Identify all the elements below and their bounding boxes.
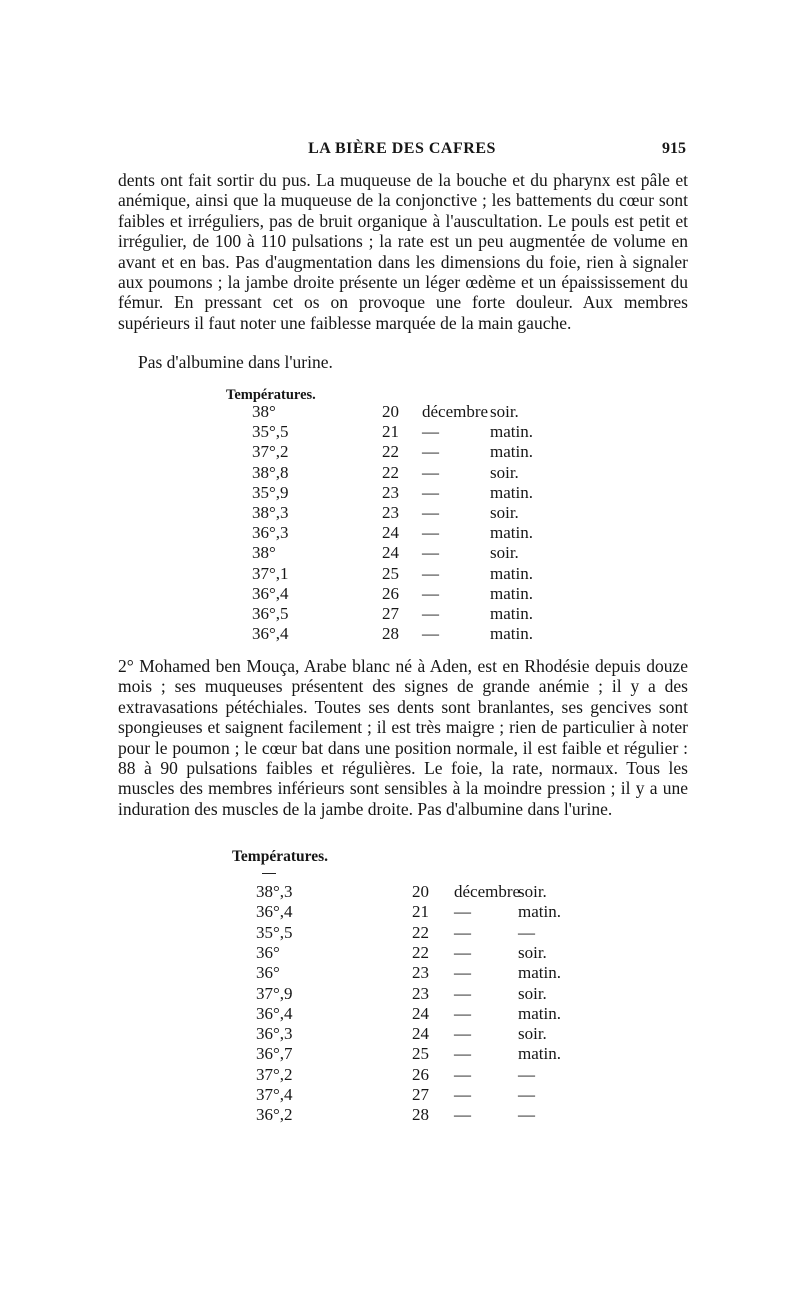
period-cell: —: [518, 1064, 535, 1084]
temperature-table-2: [256, 882, 576, 1132]
day-cell: 20: [382, 402, 399, 421]
temperature-cell: 36°,4: [256, 1003, 293, 1023]
day-cell: 24: [382, 543, 399, 563]
day-cell: 28: [412, 1105, 429, 1125]
temperature-cell: 37°,1: [252, 563, 289, 583]
temperature-cell: 36°,5: [252, 604, 289, 623]
page-number: 915: [662, 140, 686, 157]
period-cell: soir.: [518, 983, 547, 1003]
day-cell: 26: [382, 583, 399, 603]
temperature-cell: 36°,3: [256, 1024, 293, 1044]
temperature-cell: 37°,9: [256, 983, 293, 1003]
month-cell: —: [422, 503, 439, 522]
month-cell: —: [422, 462, 439, 482]
month-cell: —: [454, 1064, 471, 1084]
day-cell: 26: [412, 1064, 429, 1084]
temperature-cell: 36°,4: [256, 902, 293, 922]
day-cell: 25: [412, 1044, 429, 1064]
month-cell: —: [422, 563, 439, 583]
temperature-cell: 36°,4: [252, 624, 289, 644]
period-cell: matin.: [518, 902, 561, 922]
period-cell: matin.: [518, 1044, 561, 1064]
running-title: LA BIÈRE DES CAFRES: [308, 140, 496, 157]
day-cell: 27: [412, 1085, 429, 1104]
day-cell: 28: [382, 624, 399, 644]
temperature-cell: 36°,2: [256, 1105, 293, 1125]
day-cell: 22: [412, 922, 429, 942]
day-cell: 23: [412, 983, 429, 1003]
day-cell: 24: [382, 523, 399, 543]
period-cell: matin.: [490, 563, 533, 583]
temperature-cell: 38°: [252, 402, 276, 421]
period-cell: soir.: [518, 1024, 547, 1044]
month-cell: —: [422, 583, 439, 603]
day-cell: 21: [412, 902, 429, 922]
heading-rule: [262, 873, 276, 874]
period-cell: soir.: [490, 543, 519, 563]
day-cell: 21: [382, 422, 399, 442]
day-cell: 24: [412, 1024, 429, 1044]
day-cell: 22: [382, 442, 399, 462]
month-cell: —: [422, 482, 439, 502]
day-cell: 23: [382, 503, 399, 522]
temperature-cell: 36°: [256, 942, 280, 962]
temperature-cell: 38°: [252, 543, 276, 563]
paragraph-2: 2° Mohamed ben Mouça, Arabe blanc né à Aden, est en Rhodésie depuis douze mois ; ses muqueuses présentent des signes de grande anémie ; il y a des extravasations pétéchiales. Toutes ses dents sont branlantes, ses gencives sont spongieuses et saignent facilement ; il est très maigre ; rien de particulier à noter pour le poumon ; le cœur bat dans une position normale, il est faible et régulier : 88 à 90 pulsations faibles et régulières. Le foie, la rate, normaux. Tous les muscles des membres inférieurs sont sensibles à la moindre pression ; il y a une induration des muscles de la jambe droite. Pas d'albumine dans l'urine.: [118, 656, 688, 819]
month-cell: —: [454, 1105, 471, 1125]
period-cell: matin.: [490, 583, 533, 603]
month-cell: —: [454, 983, 471, 1003]
paragraph-1: dents ont fait sortir du pus. La muqueuse de la bouche et du pharynx est pâle et anémique, ainsi que la muqueuse de la conjonctive ; les battements du cœur sont faibles et irréguliers, pas de bruit organique à l'auscultation. Le pouls est petit et irrégulier, de 100 à 110 pulsations ; la rate est un peu augmentée de volume en avant et en bas. Pas d'augmentation dans les dimensions du foie, rien à signaler aux poumons ; la jambe droite présente un léger œdème et un épaississement du fémur. En pressant cet os on provoque une forte douleur. Aux membres supérieurs il faut noter une faiblesse marquée de la main gauche.: [118, 170, 688, 333]
period-cell: soir.: [490, 462, 519, 482]
temperatures-heading-2: Températures.: [232, 848, 329, 865]
period-cell: matin.: [490, 624, 533, 644]
day-cell: 20: [412, 882, 429, 901]
period-cell: —: [518, 922, 535, 942]
temperature-cell: 38°,3: [256, 882, 293, 901]
month-cell: décembre: [422, 402, 489, 421]
day-cell: 22: [382, 462, 399, 482]
month-cell: —: [454, 902, 471, 922]
period-cell: matin.: [490, 482, 533, 502]
month-cell: décembre: [454, 882, 521, 901]
period-cell: matin.: [490, 442, 533, 462]
period-cell: —: [518, 1085, 535, 1104]
period-cell: soir.: [490, 503, 519, 522]
month-cell: —: [454, 1024, 471, 1044]
temperature-table-1: [252, 402, 552, 652]
month-cell: —: [422, 523, 439, 543]
period-cell: matin.: [490, 523, 533, 543]
month-cell: —: [454, 942, 471, 962]
month-cell: —: [454, 922, 471, 942]
temperature-cell: 38°,8: [252, 462, 289, 482]
temperature-cell: 37°,2: [252, 442, 289, 462]
day-cell: 25: [382, 563, 399, 583]
month-cell: —: [422, 624, 439, 644]
month-cell: —: [454, 1085, 471, 1104]
month-cell: —: [454, 1044, 471, 1064]
temperature-cell: 36°,3: [252, 523, 289, 543]
temperature-cell: 36°,7: [256, 1044, 293, 1064]
day-cell: 24: [412, 1003, 429, 1023]
temperatures-heading-1: Températures.: [226, 387, 316, 403]
month-cell: —: [422, 422, 439, 442]
temperature-cell: 38°,3: [252, 503, 289, 522]
month-cell: —: [422, 604, 439, 623]
period-cell: soir.: [518, 882, 547, 901]
period-cell: soir.: [518, 942, 547, 962]
period-cell: matin.: [490, 422, 533, 442]
day-cell: 27: [382, 604, 399, 623]
period-cell: matin.: [518, 1003, 561, 1023]
month-cell: —: [422, 543, 439, 563]
month-cell: —: [454, 1003, 471, 1023]
day-cell: 23: [412, 963, 429, 983]
month-cell: —: [454, 963, 471, 983]
month-cell: —: [422, 442, 439, 462]
temperature-cell: 35°,9: [252, 482, 289, 502]
temperature-cell: 35°,5: [256, 922, 293, 942]
day-cell: 22: [412, 942, 429, 962]
paragraph-1-end: Pas d'albumine dans l'urine.: [138, 352, 333, 372]
temperature-cell: 35°,5: [252, 422, 289, 442]
period-cell: matin.: [490, 604, 533, 623]
temperature-cell: 37°,2: [256, 1064, 293, 1084]
period-cell: —: [518, 1105, 535, 1125]
temperature-cell: 37°,4: [256, 1085, 293, 1104]
temperature-cell: 36°,4: [252, 583, 289, 603]
period-cell: soir.: [490, 402, 519, 421]
temperature-cell: 36°: [256, 963, 280, 983]
running-head: [118, 140, 686, 164]
day-cell: 23: [382, 482, 399, 502]
period-cell: matin.: [518, 963, 561, 983]
